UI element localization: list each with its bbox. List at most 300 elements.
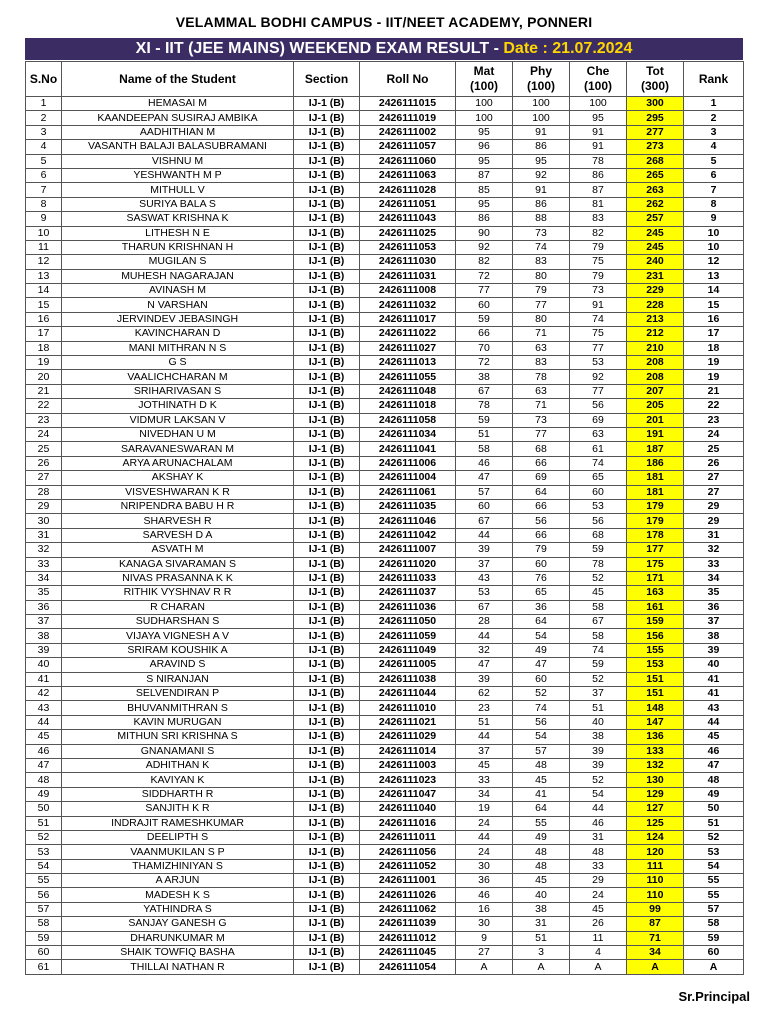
- cell-mat: 77: [456, 284, 513, 298]
- table-row: [26, 643, 744, 657]
- cell-phy: 68: [513, 442, 570, 456]
- cell-mat: 43: [456, 571, 513, 585]
- cell-sno: 51: [26, 816, 62, 830]
- cell-total: 129: [627, 787, 684, 801]
- table-row: [26, 312, 744, 326]
- cell-phy: 95: [513, 154, 570, 168]
- cell-rank: 43: [684, 701, 744, 715]
- col-header-name: Name of the Student: [62, 62, 294, 97]
- cell-mat: 100: [456, 97, 513, 111]
- table-row: [26, 557, 744, 571]
- table-row: [26, 384, 744, 398]
- table-row: [26, 356, 744, 370]
- cell-section: IJ-1 (B): [294, 240, 360, 254]
- cell-mat: 23: [456, 701, 513, 715]
- table-row: [26, 341, 744, 355]
- cell-rank: 37: [684, 615, 744, 629]
- cell-roll: 2426111030: [360, 255, 456, 269]
- cell-name: SASWAT KRISHNA K: [62, 212, 294, 226]
- cell-name: MITHULL V: [62, 183, 294, 197]
- cell-roll: 2426111017: [360, 312, 456, 326]
- cell-roll: 2426111052: [360, 859, 456, 873]
- cell-roll: 2426111036: [360, 600, 456, 614]
- cell-che: 83: [570, 212, 627, 226]
- cell-sno: 15: [26, 298, 62, 312]
- cell-che: 82: [570, 226, 627, 240]
- cell-mat: 85: [456, 183, 513, 197]
- cell-rank: 32: [684, 543, 744, 557]
- cell-phy: 83: [513, 255, 570, 269]
- cell-total: 262: [627, 197, 684, 211]
- table-row: [26, 888, 744, 902]
- cell-phy: 86: [513, 197, 570, 211]
- cell-name: R CHARAN: [62, 600, 294, 614]
- cell-roll: 2426111019: [360, 111, 456, 125]
- cell-total: 186: [627, 456, 684, 470]
- cell-sno: 59: [26, 931, 62, 945]
- cell-name: VIDMUR LAKSAN V: [62, 413, 294, 427]
- cell-sno: 16: [26, 312, 62, 326]
- cell-rank: 10: [684, 226, 744, 240]
- cell-rank: 48: [684, 773, 744, 787]
- cell-sno: 10: [26, 226, 62, 240]
- table-row: [26, 960, 744, 974]
- cell-mat: 39: [456, 543, 513, 557]
- cell-sno: 41: [26, 672, 62, 686]
- cell-roll: 2426111005: [360, 658, 456, 672]
- table-row: [26, 615, 744, 629]
- cell-sno: 38: [26, 629, 62, 643]
- cell-rank: 25: [684, 442, 744, 456]
- table-row: [26, 845, 744, 859]
- cell-roll: 2426111002: [360, 125, 456, 139]
- cell-total: 147: [627, 715, 684, 729]
- cell-sno: 46: [26, 744, 62, 758]
- cell-name: HEMASAI M: [62, 97, 294, 111]
- cell-total: 295: [627, 111, 684, 125]
- campus-title: VELAMMAL BODHI CAMPUS - IIT/NEET ACADEMY, PONNERI: [175, 14, 593, 30]
- cell-che: 56: [570, 514, 627, 528]
- cell-rank: 31: [684, 528, 744, 542]
- cell-phy: 63: [513, 341, 570, 355]
- cell-section: IJ-1 (B): [294, 730, 360, 744]
- table-row: [26, 672, 744, 686]
- cell-sno: 1: [26, 97, 62, 111]
- cell-rank: 36: [684, 600, 744, 614]
- cell-rank: 41: [684, 672, 744, 686]
- cell-mat: 9: [456, 931, 513, 945]
- cell-rank: 29: [684, 514, 744, 528]
- cell-total: 110: [627, 888, 684, 902]
- cell-rank: 50: [684, 802, 744, 816]
- cell-che: 11: [570, 931, 627, 945]
- cell-rank: 41: [684, 687, 744, 701]
- cell-sno: 25: [26, 442, 62, 456]
- cell-name: MADESH K S: [62, 888, 294, 902]
- col-header-sno: S.No: [26, 62, 62, 97]
- cell-rank: 4: [684, 140, 744, 154]
- cell-sno: 17: [26, 327, 62, 341]
- cell-sno: 40: [26, 658, 62, 672]
- cell-roll: 2426111041: [360, 442, 456, 456]
- cell-total: 71: [627, 931, 684, 945]
- cell-sno: 20: [26, 370, 62, 384]
- cell-name: SIDDHARTH R: [62, 787, 294, 801]
- cell-roll: 2426111027: [360, 341, 456, 355]
- table-row: [26, 370, 744, 384]
- cell-rank: 57: [684, 902, 744, 916]
- cell-che: 77: [570, 341, 627, 355]
- cell-mat: 37: [456, 744, 513, 758]
- cell-sno: 48: [26, 773, 62, 787]
- cell-roll: 2426111008: [360, 284, 456, 298]
- cell-mat: 39: [456, 672, 513, 686]
- cell-phy: 65: [513, 586, 570, 600]
- cell-che: 53: [570, 499, 627, 513]
- table-row: [26, 629, 744, 643]
- cell-section: IJ-1 (B): [294, 370, 360, 384]
- cell-total: 111: [627, 859, 684, 873]
- cell-name: VAANMUKILAN S P: [62, 845, 294, 859]
- cell-section: IJ-1 (B): [294, 341, 360, 355]
- cell-phy: 51: [513, 931, 570, 945]
- cell-total: 245: [627, 226, 684, 240]
- cell-rank: 49: [684, 787, 744, 801]
- cell-roll: 2426111044: [360, 687, 456, 701]
- cell-che: 91: [570, 140, 627, 154]
- cell-section: IJ-1 (B): [294, 902, 360, 916]
- cell-section: IJ-1 (B): [294, 442, 360, 456]
- cell-sno: 24: [26, 427, 62, 441]
- cell-section: IJ-1 (B): [294, 888, 360, 902]
- cell-section: IJ-1 (B): [294, 327, 360, 341]
- cell-rank: 23: [684, 413, 744, 427]
- table-row: [26, 183, 744, 197]
- cell-total: 201: [627, 413, 684, 427]
- table-row: [26, 946, 744, 960]
- cell-che: 67: [570, 615, 627, 629]
- cell-name: SELVENDIRAN P: [62, 687, 294, 701]
- cell-sno: 7: [26, 183, 62, 197]
- cell-name: SHARVESH R: [62, 514, 294, 528]
- cell-phy: 66: [513, 456, 570, 470]
- cell-mat: 51: [456, 427, 513, 441]
- cell-total: 207: [627, 384, 684, 398]
- cell-name: KAANDEEPAN SUSIRAJ AMBIKA: [62, 111, 294, 125]
- cell-phy: 88: [513, 212, 570, 226]
- cell-phy: 41: [513, 787, 570, 801]
- cell-mat: 47: [456, 471, 513, 485]
- cell-roll: 2426111057: [360, 140, 456, 154]
- cell-phy: 92: [513, 168, 570, 182]
- cell-rank: 7: [684, 183, 744, 197]
- cell-mat: 24: [456, 845, 513, 859]
- cell-name: SHAIK TOWFIQ BASHA: [62, 946, 294, 960]
- cell-che: 52: [570, 571, 627, 585]
- cell-phy: 49: [513, 830, 570, 844]
- cell-mat: 34: [456, 787, 513, 801]
- cell-section: IJ-1 (B): [294, 600, 360, 614]
- cell-section: IJ-1 (B): [294, 917, 360, 931]
- col-header-rank: Rank: [684, 62, 744, 97]
- col-header-che: Che (100): [570, 62, 627, 97]
- cell-che: 87: [570, 183, 627, 197]
- cell-phy: 49: [513, 643, 570, 657]
- cell-name: SARVESH D A: [62, 528, 294, 542]
- cell-che: 100: [570, 97, 627, 111]
- cell-rank: 21: [684, 384, 744, 398]
- cell-section: IJ-1 (B): [294, 485, 360, 499]
- cell-section: IJ-1 (B): [294, 168, 360, 182]
- cell-mat: 33: [456, 773, 513, 787]
- cell-mat: 95: [456, 197, 513, 211]
- result-table: [25, 61, 744, 975]
- cell-section: IJ-1 (B): [294, 197, 360, 211]
- cell-mat: 86: [456, 212, 513, 226]
- cell-phy: 40: [513, 888, 570, 902]
- table-row: [26, 399, 744, 413]
- cell-name: AVINASH M: [62, 284, 294, 298]
- table-row: [26, 773, 744, 787]
- cell-roll: 2426111010: [360, 701, 456, 715]
- table-row: [26, 830, 744, 844]
- cell-section: IJ-1 (B): [294, 183, 360, 197]
- cell-mat: 38: [456, 370, 513, 384]
- cell-roll: 2426111007: [360, 543, 456, 557]
- cell-roll: 2426111032: [360, 298, 456, 312]
- cell-total: 245: [627, 240, 684, 254]
- cell-section: IJ-1 (B): [294, 859, 360, 873]
- cell-name: AADHITHIAN M: [62, 125, 294, 139]
- cell-sno: 31: [26, 528, 62, 542]
- cell-section: IJ-1 (B): [294, 226, 360, 240]
- cell-mat: 92: [456, 240, 513, 254]
- cell-roll: 2426111022: [360, 327, 456, 341]
- cell-mat: 44: [456, 730, 513, 744]
- cell-rank: 2: [684, 111, 744, 125]
- cell-name: LITHESH N E: [62, 226, 294, 240]
- cell-rank: 22: [684, 399, 744, 413]
- table-row: [26, 687, 744, 701]
- cell-total: 34: [627, 946, 684, 960]
- cell-section: IJ-1 (B): [294, 758, 360, 772]
- table-row: [26, 543, 744, 557]
- cell-che: 95: [570, 111, 627, 125]
- cell-phy: 47: [513, 658, 570, 672]
- cell-che: 59: [570, 543, 627, 557]
- table-row: [26, 471, 744, 485]
- cell-sno: 56: [26, 888, 62, 902]
- cell-sno: 60: [26, 946, 62, 960]
- cell-section: IJ-1 (B): [294, 629, 360, 643]
- cell-name: SANJITH K R: [62, 802, 294, 816]
- cell-sno: 52: [26, 830, 62, 844]
- cell-total: 87: [627, 917, 684, 931]
- cell-section: IJ-1 (B): [294, 97, 360, 111]
- cell-rank: 45: [684, 730, 744, 744]
- cell-phy: 73: [513, 413, 570, 427]
- cell-che: 45: [570, 586, 627, 600]
- principal-signature-label: Sr.Principal: [678, 989, 750, 1004]
- cell-rank: 60: [684, 946, 744, 960]
- cell-mat: 53: [456, 586, 513, 600]
- cell-name: VISHNU M: [62, 154, 294, 168]
- cell-sno: 45: [26, 730, 62, 744]
- cell-roll: 2426111031: [360, 269, 456, 283]
- cell-che: 63: [570, 427, 627, 441]
- cell-rank: 14: [684, 284, 744, 298]
- cell-name: SRIHARIVASAN S: [62, 384, 294, 398]
- cell-che: 79: [570, 240, 627, 254]
- cell-che: 26: [570, 917, 627, 931]
- cell-total: 187: [627, 442, 684, 456]
- cell-che: 31: [570, 830, 627, 844]
- cell-section: IJ-1 (B): [294, 586, 360, 600]
- cell-sno: 13: [26, 269, 62, 283]
- cell-roll: 2426111012: [360, 931, 456, 945]
- cell-section: IJ-1 (B): [294, 715, 360, 729]
- cell-mat: 51: [456, 715, 513, 729]
- cell-name: THARUN KRISHNAN H: [62, 240, 294, 254]
- cell-mat: 62: [456, 687, 513, 701]
- cell-sno: 18: [26, 341, 62, 355]
- cell-roll: 2426111016: [360, 816, 456, 830]
- cell-roll: 2426111001: [360, 874, 456, 888]
- cell-section: IJ-1 (B): [294, 931, 360, 945]
- cell-mat: 95: [456, 125, 513, 139]
- cell-phy: 78: [513, 370, 570, 384]
- cell-total: 179: [627, 514, 684, 528]
- cell-name: THILLAI NATHAN R: [62, 960, 294, 974]
- cell-section: IJ-1 (B): [294, 701, 360, 715]
- cell-roll: 2426111046: [360, 514, 456, 528]
- cell-mat: 58: [456, 442, 513, 456]
- cell-rank: 3: [684, 125, 744, 139]
- table-row: [26, 758, 744, 772]
- table-row: [26, 658, 744, 672]
- table-row: [26, 111, 744, 125]
- cell-sno: 33: [26, 557, 62, 571]
- cell-che: 39: [570, 758, 627, 772]
- cell-roll: 2426111059: [360, 629, 456, 643]
- cell-sno: 39: [26, 643, 62, 657]
- cell-phy: 57: [513, 744, 570, 758]
- cell-mat: 46: [456, 888, 513, 902]
- cell-che: 29: [570, 874, 627, 888]
- cell-mat: 37: [456, 557, 513, 571]
- cell-rank: 53: [684, 845, 744, 859]
- cell-phy: 64: [513, 485, 570, 499]
- cell-section: IJ-1 (B): [294, 773, 360, 787]
- cell-name: VIJAYA VIGNESH A V: [62, 629, 294, 643]
- cell-total: 240: [627, 255, 684, 269]
- cell-sno: 3: [26, 125, 62, 139]
- cell-section: IJ-1 (B): [294, 125, 360, 139]
- cell-name: ASVATH M: [62, 543, 294, 557]
- cell-sno: 53: [26, 845, 62, 859]
- cell-phy: 77: [513, 298, 570, 312]
- cell-total: 156: [627, 629, 684, 643]
- cell-sno: 54: [26, 859, 62, 873]
- cell-rank: 12: [684, 255, 744, 269]
- table-row: [26, 701, 744, 715]
- cell-phy: 52: [513, 687, 570, 701]
- cell-total: 175: [627, 557, 684, 571]
- cell-name: INDRAJIT RAMESHKUMAR: [62, 816, 294, 830]
- cell-mat: 72: [456, 269, 513, 283]
- cell-che: 78: [570, 557, 627, 571]
- cell-roll: 2426111061: [360, 485, 456, 499]
- cell-total: 148: [627, 701, 684, 715]
- cell-sno: 12: [26, 255, 62, 269]
- cell-rank: 10: [684, 240, 744, 254]
- cell-sno: 29: [26, 499, 62, 513]
- cell-sno: 58: [26, 917, 62, 931]
- cell-rank: 34: [684, 571, 744, 585]
- cell-che: 91: [570, 125, 627, 139]
- cell-mat: 90: [456, 226, 513, 240]
- cell-name: ADHITHAN K: [62, 758, 294, 772]
- cell-rank: 1: [684, 97, 744, 111]
- cell-roll: 2426111037: [360, 586, 456, 600]
- cell-phy: 48: [513, 859, 570, 873]
- table-row: [26, 902, 744, 916]
- table-row: [26, 240, 744, 254]
- cell-che: 37: [570, 687, 627, 701]
- cell-phy: 56: [513, 715, 570, 729]
- cell-total: 229: [627, 284, 684, 298]
- cell-roll: 2426111018: [360, 399, 456, 413]
- cell-name: JOTHINATH D K: [62, 399, 294, 413]
- table-row: [26, 125, 744, 139]
- cell-name: RITHIK VYSHNAV R R: [62, 586, 294, 600]
- cell-rank: 59: [684, 931, 744, 945]
- cell-total: 191: [627, 427, 684, 441]
- cell-mat: 59: [456, 413, 513, 427]
- table-body: [26, 97, 744, 975]
- cell-name: BHUVANMITHRAN S: [62, 701, 294, 715]
- cell-total: 205: [627, 399, 684, 413]
- cell-section: IJ-1 (B): [294, 298, 360, 312]
- cell-phy: 79: [513, 284, 570, 298]
- cell-mat: 59: [456, 312, 513, 326]
- cell-roll: 2426111014: [360, 744, 456, 758]
- cell-total: 208: [627, 370, 684, 384]
- cell-sno: 2: [26, 111, 62, 125]
- cell-name: KANAGA SIVARAMAN S: [62, 557, 294, 571]
- cell-rank: 24: [684, 427, 744, 441]
- cell-total: 159: [627, 615, 684, 629]
- cell-roll: 2426111013: [360, 356, 456, 370]
- cell-total: 161: [627, 600, 684, 614]
- cell-roll: 2426111042: [360, 528, 456, 542]
- cell-section: IJ-1 (B): [294, 514, 360, 528]
- cell-roll: 2426111029: [360, 730, 456, 744]
- cell-sno: 14: [26, 284, 62, 298]
- cell-mat: 47: [456, 658, 513, 672]
- cell-section: IJ-1 (B): [294, 111, 360, 125]
- cell-section: IJ-1 (B): [294, 816, 360, 830]
- cell-section: IJ-1 (B): [294, 571, 360, 585]
- cell-che: 56: [570, 399, 627, 413]
- exam-date: Date : 21.07.2024: [503, 40, 633, 57]
- cell-name: MITHUN SRI KRISHNA S: [62, 730, 294, 744]
- table-row: [26, 284, 744, 298]
- cell-phy: 38: [513, 902, 570, 916]
- cell-rank: 58: [684, 917, 744, 931]
- cell-sno: 22: [26, 399, 62, 413]
- cell-phy: 64: [513, 615, 570, 629]
